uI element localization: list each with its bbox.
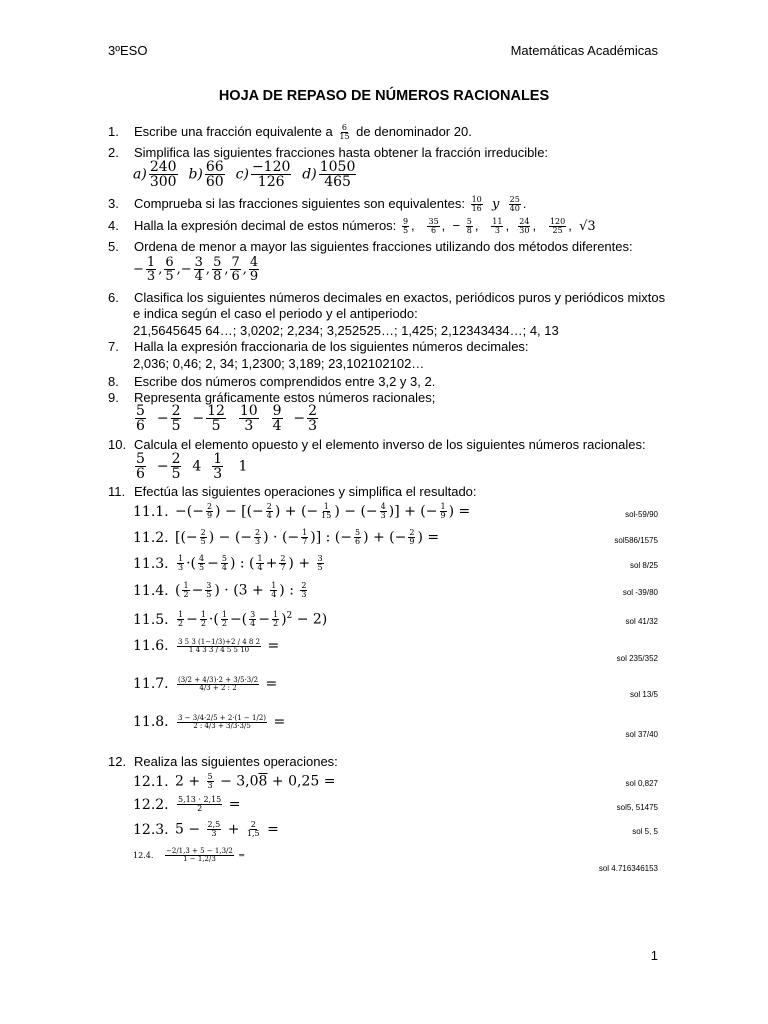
exercise-12-1: 12.1. 2 + $\frac{5}{3}$ − 3,08 + 0,25 = [133,772,336,790]
exercise-12-4: 12.4. $\frac{-2/1,3 + 5 - 1,3/2}{1 - 1,2/3}$ = [133,847,246,863]
question-1: 1. Escribe una fracción equivalente a $\frac{6}{15}$ de denominador 20. [108,123,472,142]
solution-11-7: sol 13/5 [629,690,658,699]
exercise-12-3: 12.3. 5 − $\frac{2,5}{3}$ + $\frac{2}{1,5}$ = [133,820,279,838]
exercise-11-8: 11.8. $\frac{3 - 3/4\cdot 2/5 + 2\cdot(1 - 1/2)}{2 : 4/3 + 3/3\cdot 3/5}$ = [133,713,286,730]
solution-12-3: sol 5, 5 [632,827,658,836]
q1-fraction: $\frac{6}{15}$ [339,123,350,142]
solution-11-5: sol 41/32 [625,617,658,626]
exercise-11-3: 11.3. $\frac{1}{3}$ ·( $\frac{4}{5}$ − $\frac{5}{4}$ ) : ( $\frac{1}{4}$ + $\frac{2}{7}$ ) + $\frac{3}{5}$ [133,554,323,572]
page-title: HOJA DE REPASO DE NÚMEROS RACIONALES [218,88,550,104]
question-8: 8. Escribe dos números comprendidos entre 3,2 y 3, 2. [108,374,436,389]
question-12: 12. Realiza las siguientes operaciones: [108,754,338,769]
exercise-12-2: 12.2. $\frac{5,13 \cdot 2,15}{2}$ = [133,795,241,813]
solution-11-8: sol 37/40 [625,730,658,739]
solution-11-4: sol -39/80 [622,588,658,597]
solution-12-1: sol 0,827 [625,779,658,788]
question-11: 11. Efectúa las siguientes operaciones y simplifica el resultado: [108,484,477,499]
solution-11-1: sol-59/90 [625,510,658,519]
solution-12-4: sol 4.716346153 [598,864,658,873]
q5-fractions: − $\frac{1}{3}$ , $\frac{6}{5}$ ,− $\frac{3}{4}$ , $\frac{5}{8}$ , $\frac{7}{6}$ , $\frac{4}{9}$ [133,255,259,284]
solution-12-2: sol5, 51475 [616,803,658,812]
question-2: 2. Simplifica las siguientes fracciones hasta obtener la fracción irreducible: [108,145,549,160]
header-subject: Matemáticas Académicas [510,43,658,58]
q9-numbers: $\frac{5}{6}$ − $\frac{2}{5}$ − $\frac{12}{5}$ $\frac{10}{3}$ $\frac{9}{4}$ − $\frac{2}{3}$ [136,403,318,434]
exercise-11-5: 11.5. $\frac{1}{2}$ − $\frac{1}{2}$ ·( $\frac{1}{2}$ −( $\frac{3}{4}$ − $\frac{1}{2}$ )$^2$ − 2) [133,610,328,629]
exercise-11-7: 11.7. $\frac{(3/2 + 4/3)\cdot 2 + 3/5\cdot 3/2}{4/3 + 2 : 2}$ = [133,675,278,692]
question-7: 7. Halla la expresión fraccionaria de los siguientes números decimales: [108,339,529,354]
q6-values: 21,5645645 64…; 3,0202; 2,234; 3,252525…; 1,425; 2,12343434…; 4, 13 [133,323,559,338]
question-4: 4. Halla la expresión decimal de estos números: $\frac{9}{5}$ , $\frac{35}{6}$ , − $\frac{5}{8}$ , $\frac{11}{3}$ , $\frac{24}{30}$ , $\frac{120}{25}$ , √3 [108,217,596,236]
question-5: 5. Ordena de menor a mayor las siguientes fracciones utilizando dos métodos diferentes: [108,239,633,254]
solution-11-3: sol 8/25 [629,561,658,570]
exercise-11-4: 11.4. ( $\frac{1}{2}$ − $\frac{3}{5}$ ) · (3 + $\frac{1}{4}$ ) : $\frac{2}{3}$ [133,581,307,599]
q1-text-a: Escribe una fracción equivalente a [134,124,333,139]
header-course: 3ºESO [108,43,148,58]
q6-text2: e indica según el caso el periodo y el antiperiodo: [133,306,418,321]
page-number: 1 [650,948,658,963]
solution-11-2: sol586/1575 [614,536,658,545]
question-9: 9. Representa gráficamente estos números racionales; [108,390,436,405]
q2-fractions: a) $\frac{240}{300}$ b) $\frac{66}{60}$ c) $\frac{-120}{126}$ d) $\frac{1050}{465}$ [133,159,356,190]
exercise-11-1: 11.1. −(− $\frac{2}{9}$ ) − [(− $\frac{2}{4}$ ) + (− $\frac{1}{15}$ ) − (− $\frac{4}{3}$ )] + (− $\frac{1}{9}$ ) = [133,502,471,520]
q1-text-b: de denominador 20. [356,124,472,139]
question-10: 10. Calcula el elemento opuesto y el elemento inverso de los siguientes números racionales: [108,437,646,452]
exercise-11-6: 11.6. $\frac{3 5 3 (1-1/3)+2 / 4 8 2}{1 4 3 3 / 4 5 5 10}$ = [133,637,280,654]
question-6: 6. Clasifica los siguientes números decimales en exactos, periódicos puros y periódicos mixtos [108,290,666,305]
solution-11-6: sol 235/352 [616,654,658,663]
q7-values: 2,036; 0,46; 2, 34; 1,2300; 3,189; 23,102102102… [133,356,425,371]
q10-numbers: $\frac{5}{6}$ − $\frac{2}{5}$ 4 $\frac{1}{3}$ 1 [136,451,248,482]
question-3: 3. Comprueba si las fracciones siguientes son equivalentes: $\frac{10}{16}$ y $\frac{25}{40}$ . [108,195,527,214]
exercise-11-2: 11.2. [(− $\frac{2}{5}$ ) − (− $\frac{2}{3}$ ) · (− $\frac{1}{7}$ )] : (− $\frac{5}{6}$ ) + (− $\frac{2}{9}$ ) = [133,528,440,546]
